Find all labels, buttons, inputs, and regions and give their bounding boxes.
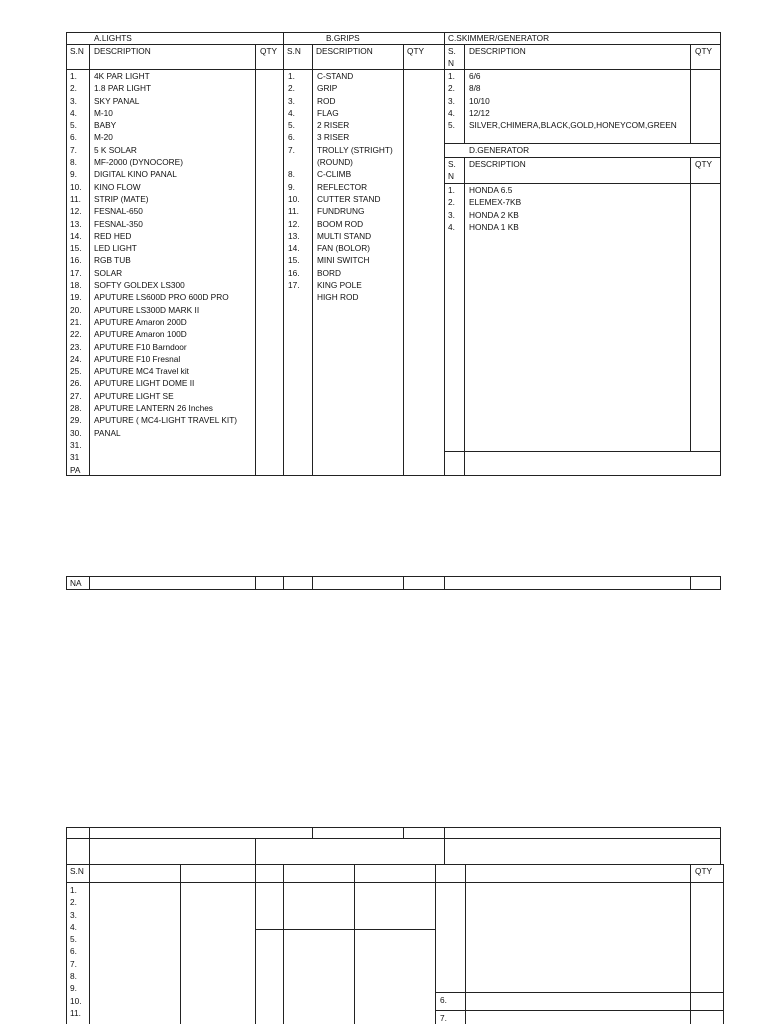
- skimmer-item: 8/8: [469, 83, 481, 94]
- lights-sn: 9.: [70, 169, 77, 180]
- lights-sn: 20.: [70, 304, 82, 315]
- lights-item: 5 K SOLAR: [94, 144, 137, 155]
- section2-divider-2: [255, 576, 256, 590]
- generator-sn: 1.: [448, 185, 455, 195]
- grips-qty-divider: [403, 44, 404, 476]
- section2-summary-divider-3: [444, 838, 445, 865]
- lights-sn: 23.: [70, 341, 82, 352]
- grips-sn: 14.: [288, 243, 300, 254]
- section3-sn: 3.: [70, 909, 77, 920]
- lights-sn: 17.: [70, 267, 82, 278]
- generator-title: D.GENERATOR: [469, 145, 530, 155]
- lights-sn: 22.: [70, 329, 82, 340]
- section3-right-edge: [723, 864, 724, 1024]
- lights-sn: 18.: [70, 280, 82, 291]
- lights-sn-divider: [89, 44, 90, 476]
- grips-sn: 10.: [288, 193, 300, 204]
- grips-item: HIGH ROD: [317, 292, 359, 303]
- section3-divider-5: [354, 864, 355, 1024]
- section3-divider-6: [435, 864, 436, 1024]
- lights-sn: 15.: [70, 243, 82, 254]
- section3-right-line-2: [435, 1010, 724, 1011]
- section2-divider-6: [444, 576, 445, 590]
- generator-qty-header: QTY: [695, 159, 713, 169]
- section3-sn: 11.: [70, 1007, 81, 1018]
- lights-title: A.LIGHTS: [94, 33, 132, 43]
- generator-sn: 3.: [448, 209, 455, 220]
- lights-sn: 2.: [70, 83, 77, 94]
- lights-sn: 11.: [70, 193, 81, 204]
- lights-item-list: [94, 70, 237, 439]
- skimmer-title: C.SKIMMER/GENERATOR: [448, 33, 550, 43]
- section3-right-sn-6: 6.: [440, 995, 447, 1005]
- grips-item: FUNDRUNG: [317, 206, 365, 217]
- grips-item: TROLLY (STRIGHT): [317, 144, 393, 155]
- lights-item: RED HED: [94, 230, 132, 241]
- grips-sn-header: S.N: [287, 46, 301, 56]
- section2-summary-row: [66, 838, 721, 865]
- lights-sn: 7.: [70, 144, 77, 155]
- generator-item: ELEMEX-7KB: [469, 197, 522, 208]
- lights-sn: 28.: [70, 403, 82, 414]
- lights-qty-divider: [255, 44, 256, 476]
- lights-item: APUTURE F10 Barndoor: [94, 341, 187, 352]
- grips-sn: 12.: [288, 218, 300, 229]
- lights-sn: 3.: [70, 95, 77, 106]
- section2-divider-7: [690, 576, 691, 590]
- skimmer-desc-header: DESCRIPTION: [469, 46, 526, 56]
- lights-item: PANAL: [94, 427, 121, 438]
- section3-mid-line: [255, 929, 435, 930]
- section3-header-line: [66, 882, 724, 883]
- lights-item: KINO FLOW: [94, 181, 141, 192]
- lights-sn: 8.: [70, 157, 77, 168]
- grips-sn: 2.: [288, 83, 295, 94]
- lights-sn: 4.: [70, 107, 77, 118]
- lights-sn: 24.: [70, 353, 82, 364]
- grips-sn: 3.: [288, 95, 295, 106]
- lights-sn: 13.: [70, 218, 82, 229]
- skimmer-sn-list: [448, 70, 455, 131]
- generator-title-divider: [444, 157, 721, 158]
- grips-item-list: [317, 70, 393, 304]
- section3-left-edge: [66, 864, 67, 1024]
- lights-item: FESNAL-650: [94, 206, 143, 217]
- section3-sn: 2.: [70, 897, 77, 908]
- section3-divider-1: [89, 864, 90, 1024]
- lights-sn: 12.: [70, 206, 82, 217]
- section3-sn: 4.: [70, 921, 77, 932]
- lights-item: APUTURE LANTERN 26 Inches: [94, 403, 213, 414]
- lights-sn: 31.: [70, 439, 82, 450]
- lights-sn: 27.: [70, 390, 82, 401]
- section3-sn-header: S.N: [70, 866, 84, 876]
- lights-sn: 29.: [70, 415, 82, 426]
- skimmer-qty-header: QTY: [695, 46, 713, 56]
- lights-item: APUTURE Amaron 200D: [94, 316, 187, 327]
- skimmer-bottom-divider: [444, 143, 721, 144]
- grips-sn: 17.: [288, 280, 300, 291]
- section3-sn: 6.: [70, 946, 77, 957]
- section3-qty-header: QTY: [695, 866, 713, 876]
- lights-item: RGB TUB: [94, 255, 131, 266]
- lights-item: SOFTY GOLDEX LS300: [94, 280, 185, 291]
- lights-item: LED LIGHT: [94, 243, 137, 254]
- lights-sn: 14.: [70, 230, 82, 241]
- grips-sn-divider: [312, 44, 313, 476]
- lights-item: APUTURE Amaron 100D: [94, 329, 187, 340]
- grips-sn: 16.: [288, 267, 300, 278]
- lights-sn: 1.: [70, 71, 77, 81]
- generator-sn-list: [448, 184, 455, 233]
- generator-sn: 4.: [448, 221, 455, 232]
- lights-item: APUTURE LS600D PRO 600D PRO: [94, 292, 229, 303]
- lights-item: APUTURE LIGHT DOME II: [94, 378, 195, 389]
- grips-title: B.GRIPS: [326, 33, 360, 43]
- skimmer-item: 6/6: [469, 71, 481, 81]
- section2-summary-divider-1: [89, 838, 90, 865]
- grips-item: 2 RISER: [317, 120, 350, 131]
- section2-divider-4: [312, 576, 313, 590]
- grips-sn: 7.: [288, 144, 295, 155]
- section2-divider-3: [283, 576, 284, 590]
- grips-sn-list: [288, 70, 300, 291]
- lights-sn: 5.: [70, 120, 77, 131]
- section2-divider-5: [403, 576, 404, 590]
- grips-item: FLAG: [317, 107, 339, 118]
- grips-sn: 1.: [288, 71, 295, 81]
- section3-top-line: [66, 864, 724, 865]
- skimmer-qty-divider: [690, 44, 691, 143]
- grips-item: C-CLIMB: [317, 169, 352, 180]
- skimmer-item-list: [469, 70, 677, 131]
- grips-item: BOOM ROD: [317, 218, 364, 229]
- generator-qty-divider: [690, 157, 691, 451]
- section3-right-line-1: [435, 992, 724, 993]
- section2-label: NA: [70, 578, 82, 588]
- lights-item: STRIP (MATE): [94, 193, 149, 204]
- skimmer-sn-divider: [464, 44, 465, 143]
- skimmer-sn: 2.: [448, 83, 455, 94]
- lights-item: DIGITAL KINO PANAL: [94, 169, 177, 180]
- grips-item: (ROUND): [317, 157, 353, 168]
- lights-item: 1.8 PAR LIGHT: [94, 83, 152, 94]
- generator-sn: 2.: [448, 197, 455, 208]
- skimmer-item: SILVER,CHIMERA,BLACK,GOLD,HONEYCOM,GREEN: [469, 120, 677, 131]
- generator-item-list: [469, 184, 521, 233]
- section3-divider-2: [180, 864, 181, 1024]
- lights-item: SKY PANAL: [94, 95, 140, 106]
- grips-sn: 11.: [288, 206, 299, 217]
- grips-item: 3 RISER: [317, 132, 350, 143]
- grips-skimmer-divider: [444, 32, 445, 476]
- skimmer-sn: 3.: [448, 95, 455, 106]
- section3-divider-4: [283, 864, 284, 1024]
- skimmer-sn-header-1: S.: [448, 46, 456, 56]
- lights-item: APUTURE MC4 Travel kit: [94, 366, 189, 377]
- grips-item: FAN (BOLOR): [317, 243, 371, 254]
- lights-sn-header: S.N: [70, 46, 84, 56]
- section3-sn: 7.: [70, 958, 77, 969]
- generator-sn-header-2: N: [448, 171, 454, 181]
- lights-desc-header: DESCRIPTION: [94, 46, 151, 56]
- lights-sn: 6.: [70, 132, 77, 143]
- skimmer-sn: 1.: [448, 71, 455, 81]
- lights-sn: 26.: [70, 378, 82, 389]
- section2-header-row: [66, 576, 721, 590]
- generator-item: HONDA 6.5: [469, 185, 513, 195]
- grips-sn: 5.: [288, 120, 295, 131]
- generator-bottom-divider: [444, 451, 721, 452]
- section2-divider-1: [89, 576, 90, 590]
- grips-sn: 13.: [288, 230, 300, 241]
- lights-item: MF-2000 (DYNOCORE): [94, 157, 183, 168]
- generator-sn-header-1: S.: [448, 159, 456, 169]
- grips-sn: 4.: [288, 107, 295, 118]
- grips-sn: 15.: [288, 255, 300, 266]
- skimmer-sn: 5.: [448, 120, 455, 131]
- lights-item: APUTURE F10 Fresnal: [94, 353, 181, 364]
- lights-sn: 30.: [70, 427, 82, 438]
- grips-item: KING POLE: [317, 280, 362, 291]
- lights-qty-header: QTY: [260, 46, 278, 56]
- lights-sn: PA: [70, 464, 81, 475]
- grips-item: MINI SWITCH: [317, 255, 370, 266]
- section2-summary-divider-2: [255, 838, 256, 865]
- grips-desc-header: DESCRIPTION: [316, 46, 373, 56]
- grips-item: MULTI STAND: [317, 230, 372, 241]
- lights-item: BABY: [94, 120, 117, 131]
- generator-item: HONDA 1 KB: [469, 221, 519, 232]
- skimmer-item: 12/12: [469, 107, 490, 118]
- lights-sn: 16.: [70, 255, 82, 266]
- lights-item: APUTURE LIGHT SE: [94, 390, 174, 401]
- skimmer-item: 10/10: [469, 95, 490, 106]
- lights-item: 4K PAR LIGHT: [94, 71, 150, 81]
- section3-sn: 1.: [70, 885, 77, 895]
- skimmer-sn: 4.: [448, 107, 455, 118]
- lights-sn: 19.: [70, 292, 82, 303]
- section3-divider-8: [690, 864, 691, 1024]
- lights-grips-divider: [283, 32, 284, 476]
- grips-item: BORD: [317, 267, 341, 278]
- grips-sn: 8.: [288, 169, 295, 180]
- section3-divider-7: [465, 864, 466, 1024]
- lights-item: M-20: [94, 132, 113, 143]
- section3-sn-list: [70, 884, 82, 1019]
- lights-item: SOLAR: [94, 267, 123, 278]
- section3-divider-3: [255, 864, 256, 1024]
- grips-item: CUTTER STAND: [317, 193, 381, 204]
- section3-sn: 8.: [70, 971, 77, 982]
- lights-sn: 21.: [70, 316, 82, 327]
- lights-item: FESNAL-350: [94, 218, 143, 229]
- skimmer-sn-header-2: N: [448, 58, 454, 68]
- grips-item: ROD: [317, 95, 336, 106]
- lights-sn: 10.: [70, 181, 82, 192]
- lights-item: M-10: [94, 107, 113, 118]
- section3-sn: 10.: [70, 995, 82, 1006]
- lights-item: APUTURE ( MC4-LIGHT TRAVEL KIT): [94, 415, 238, 426]
- section3-right-sn-7: 7.: [440, 1013, 447, 1023]
- generator-sn-divider: [464, 157, 465, 476]
- grips-sn: [288, 156, 300, 168]
- grips-item: C-STAND: [317, 71, 354, 81]
- section3-sn: 5.: [70, 934, 77, 945]
- lights-item: APUTURE LS300D MARK II: [94, 304, 200, 315]
- grips-sn: 6.: [288, 132, 295, 143]
- header-divider-titles: [66, 44, 721, 45]
- lights-sn: 31: [70, 452, 80, 463]
- grips-qty-header: QTY: [407, 46, 425, 56]
- section3-sn: 9.: [70, 983, 77, 994]
- grips-sn: 9.: [288, 181, 295, 192]
- lights-sn-list: [70, 70, 82, 476]
- generator-desc-header: DESCRIPTION: [469, 159, 526, 169]
- grips-item: REFLECTOR: [317, 181, 368, 192]
- generator-item: HONDA 2 KB: [469, 209, 519, 220]
- lights-sn: 25.: [70, 366, 82, 377]
- grips-item: GRIP: [317, 83, 338, 94]
